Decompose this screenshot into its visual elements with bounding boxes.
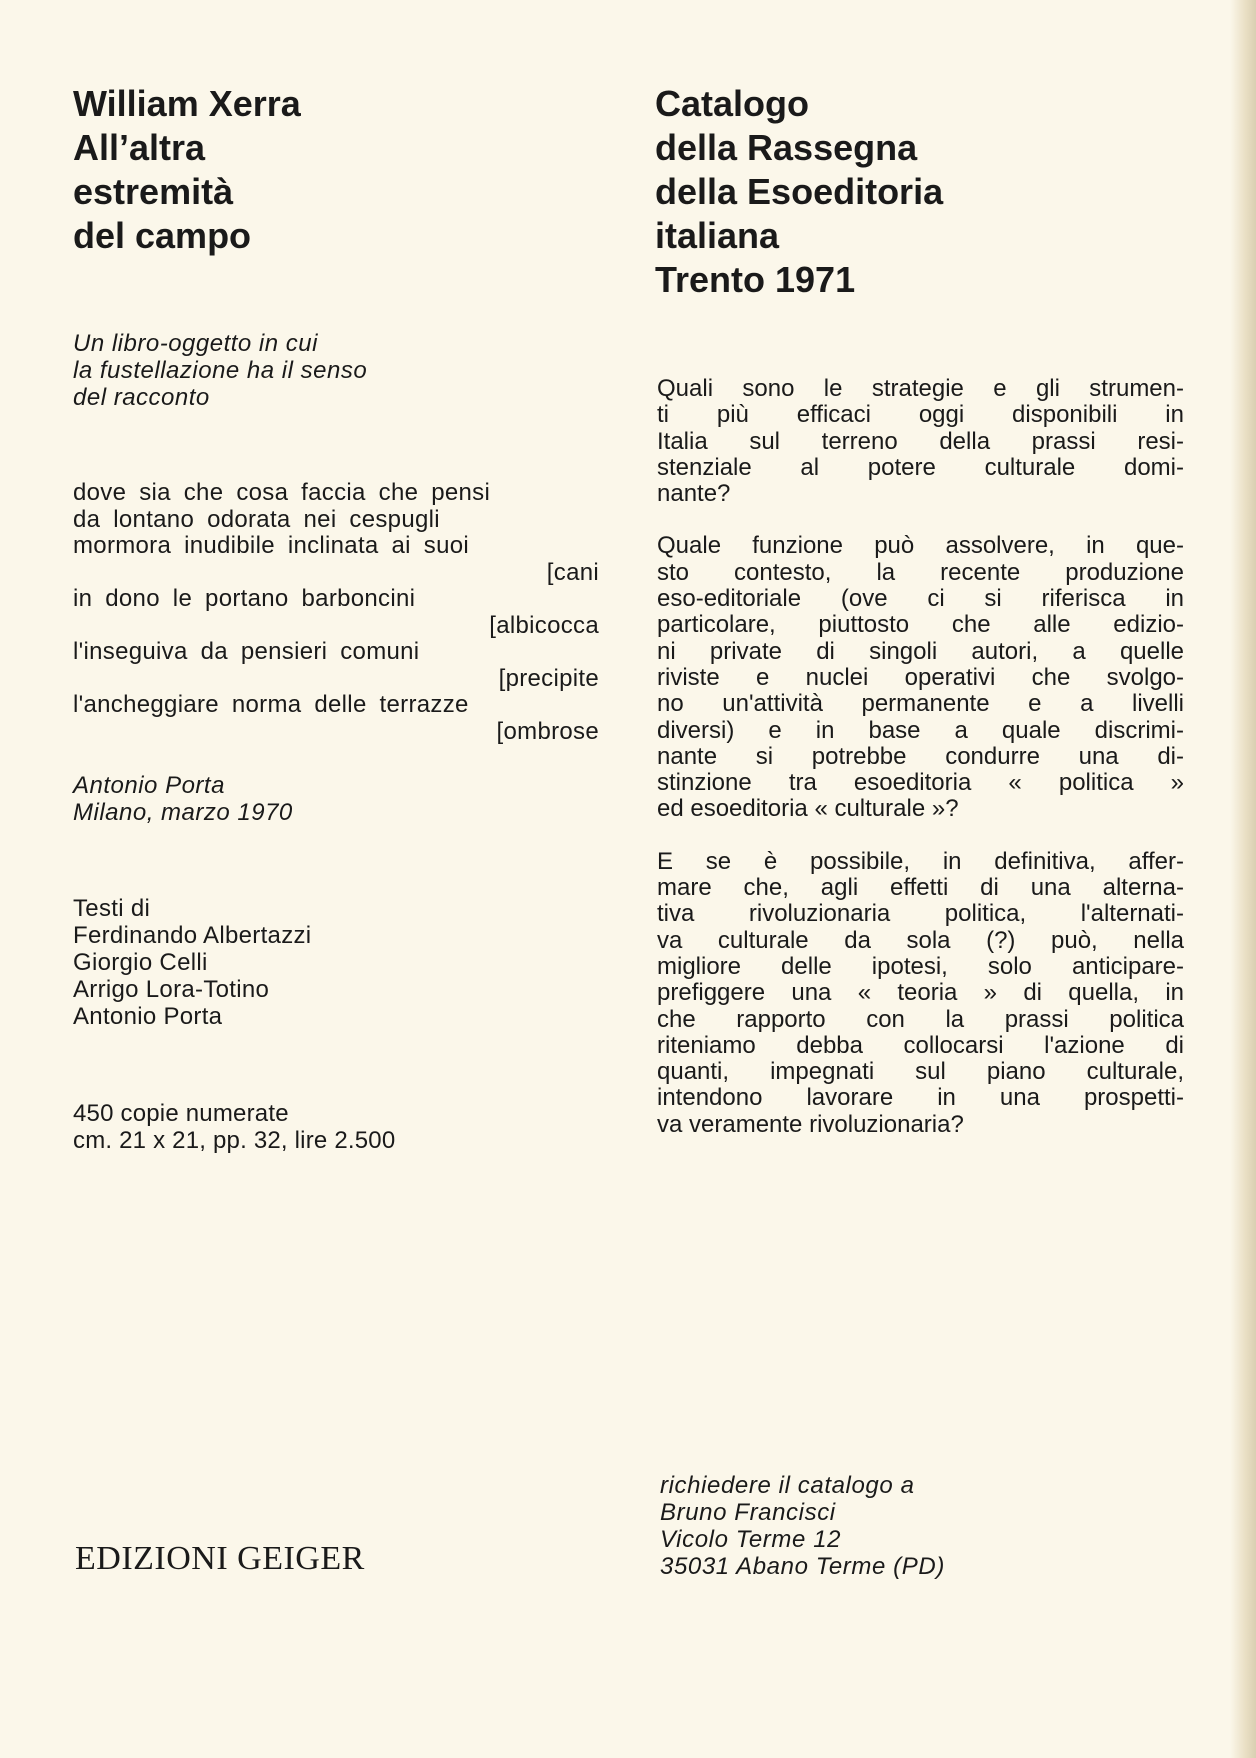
author-name: Ferdinando Albertazzi <box>73 922 312 949</box>
subtitle-line: la fustellazione ha il senso <box>73 357 368 384</box>
catalog-title <box>655 82 943 302</box>
author-name: Giorgio Celli <box>73 949 208 976</box>
paragraph-line: intendono lavorare in una prospetti- <box>657 1084 1184 1112</box>
poem-line: in dono le portano barboncini <box>73 585 416 612</box>
book-title-line: estremità <box>73 171 234 212</box>
catalog-title-line: della Rassegna <box>655 127 918 168</box>
paragraph-line: riteniamo debba collocarsi l'azione di <box>657 1031 1184 1059</box>
paragraph-line: particolare, piuttosto che alle edizio- <box>657 611 1184 639</box>
edition-specs <box>73 1100 395 1154</box>
poem <box>73 480 599 745</box>
texts-credits <box>73 895 311 1030</box>
poem-signature <box>73 772 293 826</box>
catalog-title-line: italiana <box>655 215 780 256</box>
poem-line: l'ancheggiare norma delle terrazze <box>73 691 469 718</box>
poem-line: l'inseguiva da pensieri comuni <box>73 638 420 665</box>
format-price-line: cm. 21 x 21, pp. 32, lire 2.500 <box>73 1127 396 1154</box>
paragraph-line: che rapporto con la prassi politica <box>657 1005 1184 1033</box>
signature-author: Antonio Porta <box>73 772 225 799</box>
signature-place-date: Milano, marzo 1970 <box>73 799 293 826</box>
order-contact-name: Bruno Francisci <box>660 1499 836 1526</box>
paragraph-line: migliore delle ipotesi, solo anticipare- <box>657 952 1184 980</box>
paragraph-line: quanti, impegnati sul piano culturale, <box>657 1058 1184 1086</box>
paragraph-line: eso-editoriale (ove ci si riferisca in <box>657 585 1184 613</box>
book-title-line: All’altra <box>73 127 206 168</box>
paragraph-line: ni private di singoli autori, a quelle <box>657 637 1184 665</box>
paragraph-line: Italia sul terreno della prassi resi- <box>657 427 1184 455</box>
paragraph-line: stenziale al potere culturale domi- <box>657 453 1184 481</box>
poem-line-continuation: [ombrose <box>496 717 599 745</box>
subtitle-line: Un libro-oggetto in cui <box>73 330 318 357</box>
poem-line: da lontano odorata nei cespugli <box>73 505 440 533</box>
paragraph-line: Quali sono le strategie e gli strumen- <box>657 375 1184 402</box>
catalog-paragraph <box>657 533 1184 822</box>
book-title-line: del campo <box>73 215 252 256</box>
paragraph-line: nante? <box>657 480 731 508</box>
order-instruction: richiedere il catalogo a <box>660 1472 915 1499</box>
paragraph-line: va veramente rivoluzionaria? <box>657 1110 964 1138</box>
poem-line-continuation: [precipite <box>498 664 599 692</box>
catalog-paragraph <box>657 376 1184 507</box>
poem-line: dove sia che cosa faccia che pensi <box>73 479 491 506</box>
author-name: Arrigo Lora-Totino <box>73 976 270 1003</box>
page-edge <box>1230 0 1256 1758</box>
order-city: 35031 Abano Terme (PD) <box>660 1553 945 1580</box>
paragraph-line: mare che, agli effetti di una alterna- <box>657 874 1184 902</box>
paragraph-line: va culturale da sola (?) può, nella <box>657 926 1184 954</box>
order-street: Vicolo Terme 12 <box>660 1526 842 1553</box>
catalog-paragraph <box>657 849 1184 1138</box>
paragraph-line: tiva rivoluzionaria politica, l'alternati- <box>657 900 1184 928</box>
paragraph-line: nante si potrebbe condurre una di- <box>657 742 1184 770</box>
order-info <box>660 1472 945 1580</box>
copies-line: 450 copie numerate <box>73 1100 289 1127</box>
paragraph-line: prefiggere una « teoria » di quella, in <box>657 979 1184 1007</box>
paragraph-line: Quale funzione può assolvere, in que- <box>657 532 1184 560</box>
paragraph-line: ed esoeditoria « culturale »? <box>657 795 959 823</box>
book-title-line: William Xerra <box>73 83 301 124</box>
poem-line-continuation: [cani <box>546 558 599 586</box>
catalog-questions <box>657 376 1184 1164</box>
paragraph-line: E se è possibile, in definitiva, affer- <box>657 847 1184 875</box>
paragraph-line: sto contesto, la recente produzione <box>657 558 1184 586</box>
book-title <box>73 82 301 258</box>
texts-heading: Testi di <box>73 895 151 922</box>
subtitle-line: del racconto <box>73 384 210 411</box>
paragraph-line: no un'attività permanente e a livelli <box>657 690 1184 718</box>
paragraph-line: stinzione tra esoeditoria « politica » <box>657 769 1184 797</box>
poem-line: mormora inudibile inclinata ai suoi <box>73 532 470 559</box>
catalog-title-line: Trento 1971 <box>655 259 856 300</box>
catalog-title-line: Catalogo <box>655 83 810 124</box>
paragraph-line: ti più efficaci oggi disponibili in <box>657 401 1184 429</box>
paragraph-line: diversi) e in base a quale discrimi- <box>657 716 1184 744</box>
catalog-title-line: della Esoeditoria <box>655 171 944 212</box>
publisher-name: EDIZIONI GEIGER <box>75 1540 365 1577</box>
poem-line-continuation: [albicocca <box>489 611 599 639</box>
author-name: Antonio Porta <box>73 1003 223 1030</box>
paragraph-line: riviste e nuclei operativi che svolgo- <box>657 663 1184 691</box>
book-subtitle <box>73 330 367 411</box>
